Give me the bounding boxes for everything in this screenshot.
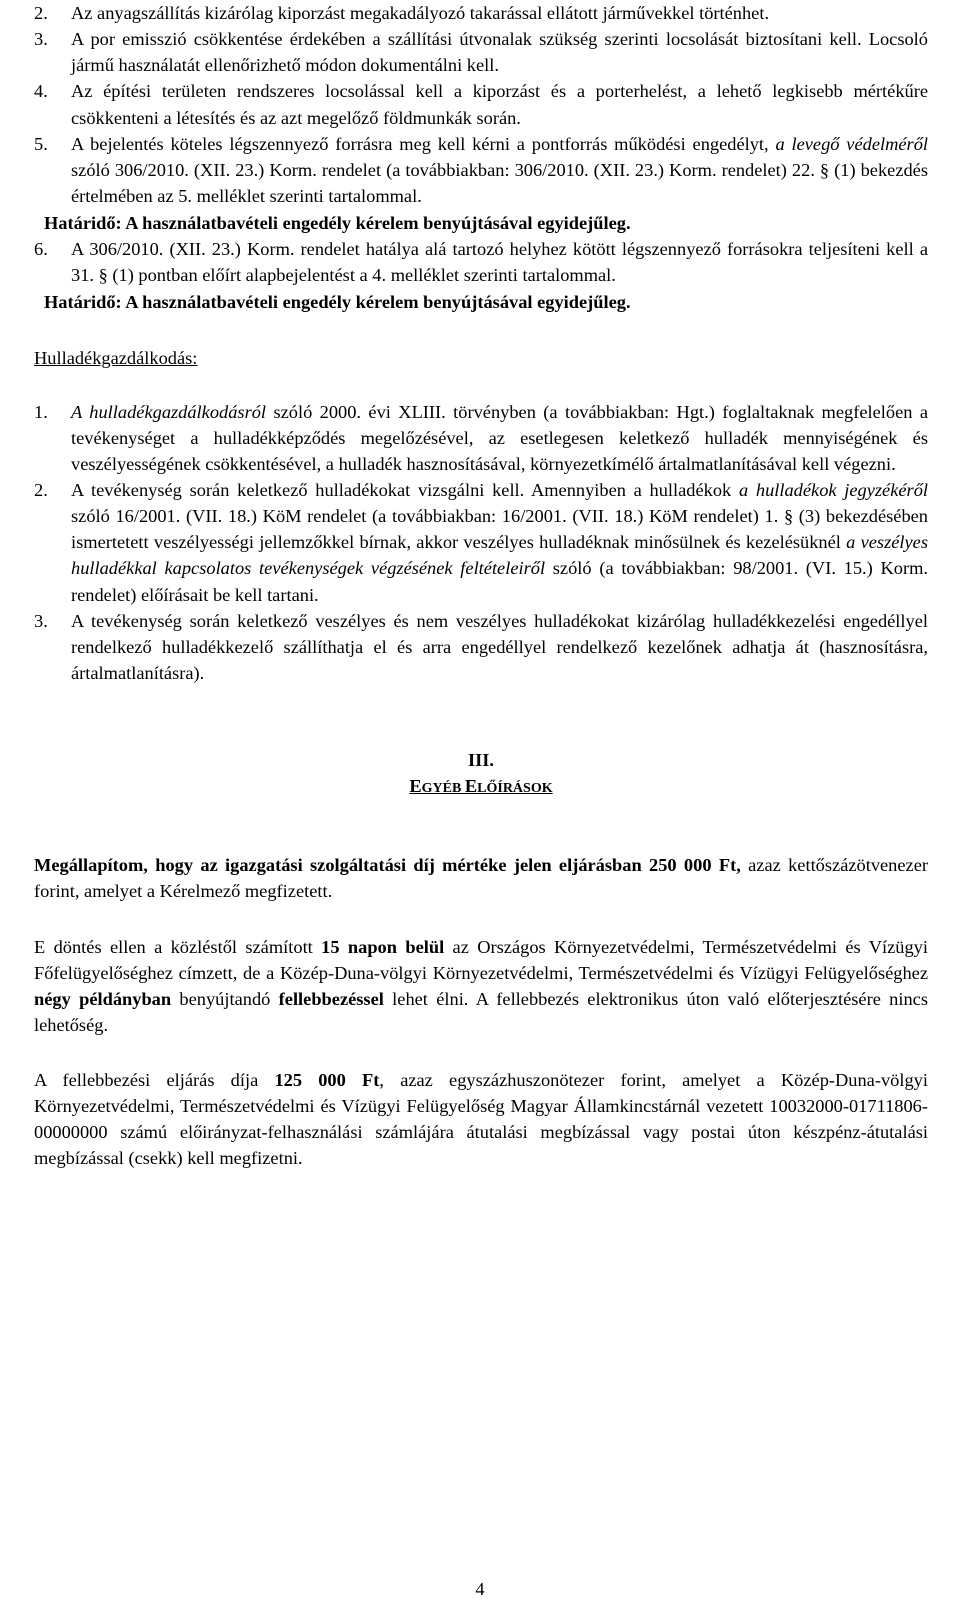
section-number: III. [467,750,495,770]
list-item-number: 5. [34,133,48,154]
waste-management-list [34,399,928,686]
text-run: A tevékenység során keletkező veszélyes és nem veszélyes hulladékokat kizárólag hulladékkezelési engedéllyel rendelkező hulladékkezelő szállíthatja el és arra engedéllyel rendelkező kezelőnek adhatja át (hasznosításra, ártalmatlanításra). [71,610,928,683]
air-quality-list-a [34,0,928,209]
text-run: 15 napon belül [321,936,445,957]
list-item [34,26,928,78]
paragraph [34,852,928,904]
deadline-2: Határidő: A használatbavételi engedély kérelem benyújtásával egyidejűleg. [44,292,631,313]
text-run: A bejelentés köteles légszennyező forrásra meg kell kérni a pontforrás működési engedélyt, [71,133,776,154]
text-run: , azaz egyszázhuszonötezer forint, amelyet a Közép-Duna-völgyi Környezetvédelmi, Természetvédelmi és Vízügyi Felügyelőség Magyar Államkincstárnál vezetett 10032000-01711806-00000000 számú előirányzat-felhasználási számlájára átutalási megbízással vagy postai úton készpénz-átutalási megbízással (csekk) kell megfizetni. [34,1070,928,1169]
text-run: szóló 16/2001. (VII. 18.) KöM rendelet (a továbbiakban: 16/2001. (VII. 18.) KöM rendelet) 1. § (3) bekezdésében ismertetett veszélyességi jellemzőkkel bírnak, akkor veszélyes hulladéknak minősülnek és kezelésüknél [71,506,928,553]
text-run: 125 000 Ft [274,1070,380,1090]
list-item-number: 3. [34,29,48,50]
text-run: A 306/2010. (XII. 23.) Korm. rendelet hatálya alá tartozó helyhez kötött légszennyező forrásokra teljesíteni kell a 31. § (1) pontban előírt alapbejelentést a 4. melléklet szerinti tartalommal. [71,239,928,286]
text-run: azaz kettőszázötvenezer forint, amelyet a Kérelmező megfizetett. [34,855,928,902]
text-run: Megállapítom, hogy az igazgatási szolgáltatási díj mértéke jelen eljárásban 250 000 Ft, [34,855,741,876]
list-item [34,131,928,209]
text-run: fellebbezéssel [278,988,384,1009]
list-item [34,608,928,686]
list-item [34,477,928,608]
text-run: Az anyagszállítás kizárólag kiporzást megakadályozó takarással ellátott járművekkel történhet. [71,3,770,23]
list-item-number: 2. [34,3,48,23]
text-run: a veszélyes hulladékkal kapcsolatos tevékenységek végzésének feltételeiről [71,532,929,579]
text-run: lehet élni. A fellebbezés elektronikus úton való előterjesztésére nincs lehetőség. [34,988,928,1035]
section-title: EGYÉB ELŐÍRÁSOK [409,776,553,797]
list-item-number: 6. [34,239,48,260]
list-item [34,236,928,288]
closing-paragraphs [34,852,928,1171]
list-item-number: 3. [34,610,48,631]
text-run: szóló 2000. évi XLIII. törvényben (a továbbiakban: Hgt.) foglaltaknak megfelelően a tevékenységet a hulladékképződés megelőzésével, az esetlegesen keletkező hulladék mennyiségének és veszélyességének csökkentésével, a hulladék hasznosításával, környezetkímélő ártalmatlanításával kell végezni. [71,401,928,474]
text-run: A tevékenység során keletkező hulladékokat vizsgálni kell. Amennyiben a hulladékok [71,480,739,500]
list-item-number: 4. [34,81,48,102]
deadline-1: Határidő: A használatbavételi engedély kérelem benyújtásával egyidejűleg. [44,213,631,233]
text-run: E döntés ellen a közléstől számított [34,936,322,957]
list-item-number: 2. [34,480,48,500]
text-run: A hulladékgazdálkodásról [71,401,267,422]
text-run: négy példányban [34,988,172,1009]
document-page [34,0,928,1172]
text-run: A fellebbezési eljárás díja [34,1070,275,1090]
text-run: a hulladékok jegyzékéről [738,480,929,500]
text-run: benyújtandó [171,988,279,1009]
text-run: Az építési területen rendszeres locsolással kell a kiporzást és a porterhelést, a lehető legkisebb mértékűre csökkenteni a létesítés és az azt megelőző földmunkák során. [71,81,928,128]
paragraph [34,934,928,1039]
waste-management-heading: Hulladékgazdálkodás: [34,347,198,368]
page-number: 4 [475,1579,485,1599]
text-run: az Országos Környezetvédelmi, Természetvédelmi és Vízügyi Főfelügyelőséghez címzett, de a Közép-Duna-völgyi Környezetvédelmi, Természetvédelmi és Vízügyi Felügyelőséghez [34,936,928,983]
text-run: A por emisszió csökkentése érdekében a szállítási útvonalak szükség szerinti locsolását biztosítani kell. Locsoló jármű használatát ellenőrizhető módon dokumentálni kell. [71,29,928,76]
list-item-number: 1. [34,401,48,422]
text-run: szóló (a továbbiakban: 98/2001. (VI. 15.) Korm. rendelet) előírásait be kell tartani. [71,558,928,605]
text-run: a levegő védelméről [775,133,928,154]
air-quality-list-b [34,236,928,288]
list-item [34,78,928,130]
list-item [34,399,928,477]
list-item [34,0,928,26]
text-run: szóló 306/2010. (XII. 23.) Korm. rendelet (a továbbiakban: 306/2010. (XII. 23.) Korm. rendelet) 22. § (1) bekezdés értelmében az 5. melléklet szerinti tartalommal. [71,159,928,206]
paragraph [34,1067,928,1172]
